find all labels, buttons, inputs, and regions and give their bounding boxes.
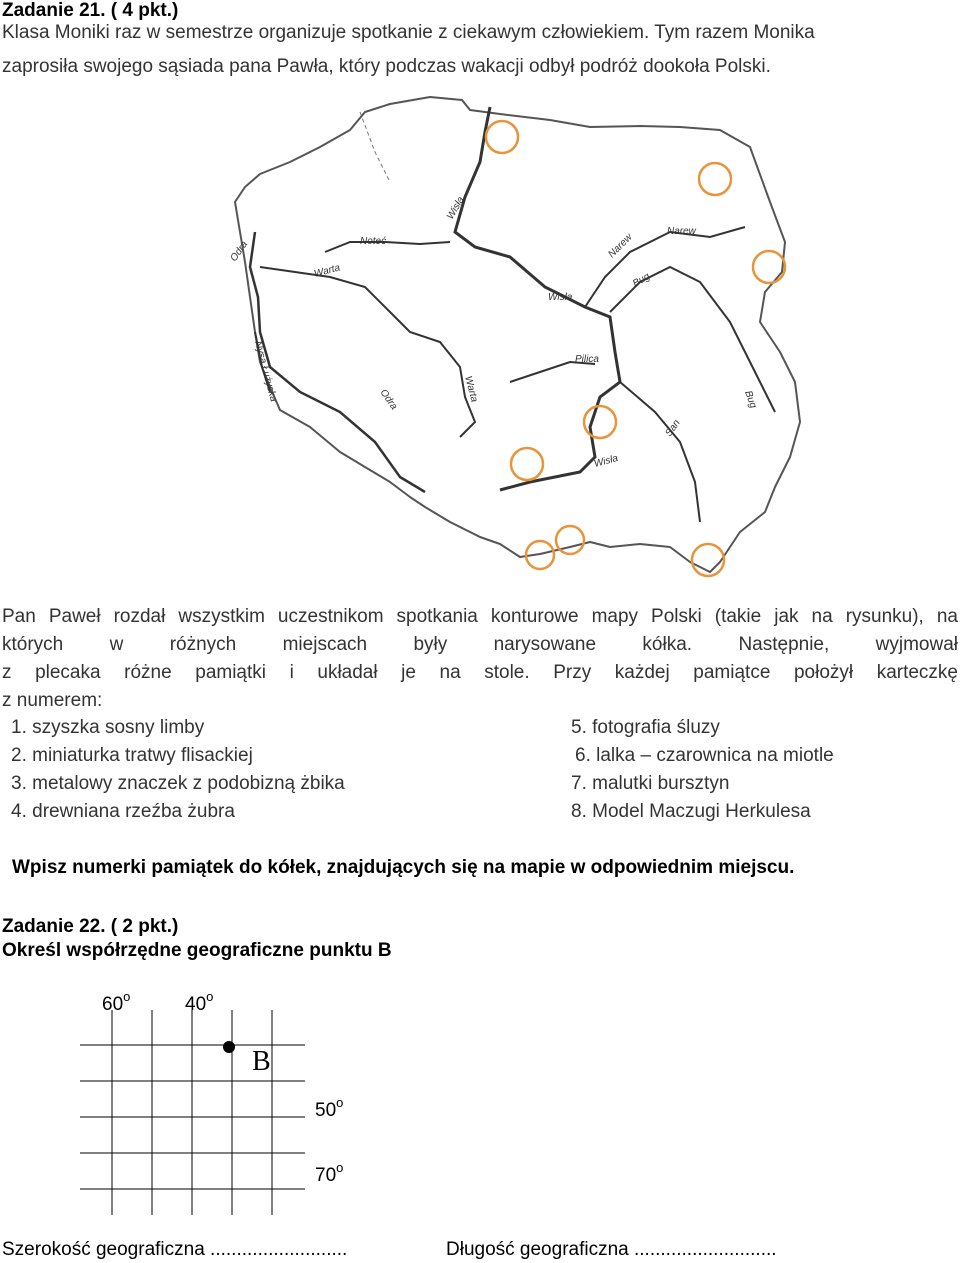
river-warta <box>260 267 475 437</box>
lat-label-70: 70$^o$ <box>315 1160 344 1186</box>
point-b-marker <box>223 1041 235 1053</box>
souvenir-item-2: 2. miniaturka tratwy flisackiej <box>11 745 253 766</box>
lon-label-60: 60$^o$ <box>102 989 131 1015</box>
river-notec <box>325 242 450 252</box>
label-pilica: Pilica <box>575 354 599 365</box>
label-wisla-center: Wisła <box>548 292 573 303</box>
task21-intro-line1: Klasa Moniki raz w semestrze organizuje spotkanie z ciekawym człowiekiem. Tym razem Monika <box>2 22 815 43</box>
souvenir-item-5: 5. fotografia śluzy <box>571 717 720 738</box>
task21-intro-line2: zaprosiła swojego sąsiada pana Pawła, który podczas wakacji odbył podróż dookoła Polski. <box>2 56 771 77</box>
label-wisla-north: Wisła <box>445 194 467 222</box>
souvenir-item-7: 7. malutki bursztyn <box>571 773 730 794</box>
lon-label-40: 40$^o$ <box>185 989 214 1015</box>
souvenir-item-3: 3. metalowy znaczek z podobizną żbika <box>11 773 345 794</box>
task21-para-line4: z numerem: <box>2 690 103 711</box>
task21-para-line1: Pan Paweł rozdał wszystkim uczestnikom spotkania konturowe mapy Polski (takie jak na rysunku), na <box>2 606 958 627</box>
answer-latitude: Szerokość geograficzna .......................... <box>2 1239 348 1260</box>
label-narew-1: Narew <box>606 231 635 261</box>
map-circle-6 <box>556 526 584 554</box>
label-warta-south: Warta <box>462 374 480 404</box>
label-wisla-south: Wisła <box>592 452 620 470</box>
coordinate-grid <box>80 1010 320 1220</box>
answer-longitude: Długość geograficzna ........................... <box>446 1239 777 1260</box>
label-warta-north: Warta <box>312 262 342 280</box>
river-narew <box>585 227 745 307</box>
label-notec: Noteć <box>360 236 387 247</box>
label-san: San <box>663 417 683 439</box>
label-odra-north: Odra <box>228 239 251 264</box>
map-circle-2 <box>699 163 731 195</box>
river-pilica <box>510 362 595 382</box>
poland-border <box>235 97 800 572</box>
label-nysa: Nysa Łużycka <box>252 339 279 403</box>
task21-para-line3: z plecaka różne pamiątki i układał je na stole. Przy każdej pamiątce położył karteczkę <box>2 662 958 683</box>
task21-para-line2: których w różnych miejscach były narysowane kółka. Następnie, wyjmował <box>2 634 958 655</box>
souvenir-item-8: 8. Model Maczugi Herkulesa <box>571 801 811 822</box>
lat-label-50: 50$^o$ <box>315 1095 344 1121</box>
label-bug-north: Bug <box>631 271 652 290</box>
souvenir-item-4: 4. drewniana rzeźba żubra <box>11 801 235 822</box>
map-circle-1 <box>486 121 518 153</box>
poland-contour-map <box>200 92 820 592</box>
task21-title: Zadanie 21. ( 4 pkt.) <box>2 0 179 21</box>
souvenir-item-6: 6. lalka – czarownica na miotle <box>575 745 834 766</box>
point-b-label: B <box>252 1046 271 1077</box>
label-bug-south: Bug <box>742 389 759 410</box>
map-circle-5 <box>511 448 543 480</box>
label-odra-south: Odra <box>377 387 400 412</box>
task22-title: Zadanie 22. ( 2 pkt.) <box>2 916 179 937</box>
label-narew-2: Narew <box>667 226 696 237</box>
map-circle-4 <box>584 406 616 438</box>
task21-instruction: Wpisz numerki pamiątek do kółek, znajdujących się na mapie w odpowiednim miejscu. <box>12 857 795 878</box>
souvenir-item-1: 1. szyszka sosny limby <box>11 717 205 738</box>
river-wisla <box>455 107 620 490</box>
task22-question: Określ współrzędne geograficzne punktu B <box>2 940 392 961</box>
river-san <box>620 382 700 522</box>
map-circle-3 <box>753 251 785 283</box>
